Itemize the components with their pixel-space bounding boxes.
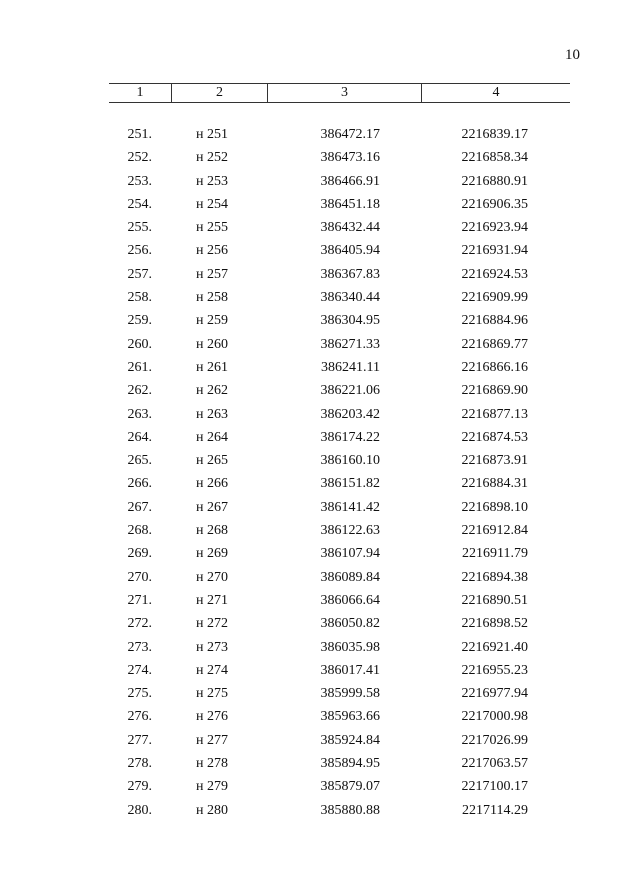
coordinate-y: 2216839.17	[461, 127, 528, 142]
point-index: 263.	[127, 406, 152, 422]
point-index: 277.	[127, 732, 152, 748]
coordinate-y: 2216873.91	[461, 453, 528, 469]
point-index: 261.	[127, 359, 152, 375]
point-index: 276.	[127, 709, 152, 725]
point-label: н 271	[196, 592, 228, 608]
point-index: 269.	[127, 546, 152, 562]
table-row	[0, 333, 640, 356]
table-row	[0, 589, 640, 612]
point-label: н 266	[196, 476, 228, 492]
coordinate-y: 2216894.38	[461, 569, 528, 585]
table-header	[109, 83, 570, 103]
point-label: н 265	[196, 453, 228, 469]
coordinate-x: 386340.44	[320, 290, 380, 306]
coordinate-x: 386089.84	[320, 569, 380, 585]
table-row	[0, 659, 640, 682]
table-row	[0, 775, 640, 798]
point-label: н 260	[196, 336, 228, 352]
coordinate-x: 386466.91	[320, 173, 380, 189]
point-label: н 270	[196, 569, 228, 585]
table-row	[0, 309, 640, 332]
coordinate-x: 386405.94	[320, 243, 380, 259]
table-row	[0, 449, 640, 472]
point-label: н 256	[196, 243, 228, 259]
coordinate-y: 2216890.51	[461, 592, 528, 608]
coordinate-x: 386066.64	[320, 592, 380, 608]
point-label: н 267	[196, 499, 228, 515]
coordinate-x: 385879.07	[320, 779, 380, 795]
coordinate-y: 2216874.53	[461, 429, 528, 445]
coordinate-y: 2217000.98	[461, 709, 528, 725]
point-index: 271.	[127, 592, 152, 608]
point-label: н 261	[196, 359, 228, 375]
point-index: 279.	[127, 779, 152, 795]
coordinate-x: 386304.95	[320, 313, 380, 329]
point-index: 260.	[127, 336, 152, 352]
point-index: 270.	[127, 569, 152, 585]
coordinate-x: 386141.42	[320, 499, 380, 515]
table-row	[0, 752, 640, 775]
coordinate-y: 2216912.84	[461, 523, 528, 539]
coordinate-y: 2217063.57	[461, 756, 528, 772]
table-row	[0, 566, 640, 589]
table-row	[0, 286, 640, 309]
point-label: н 276	[196, 709, 228, 725]
coordinate-y: 2216869.90	[461, 383, 528, 399]
point-index: 251.	[127, 127, 152, 142]
coordinate-y: 2216898.10	[461, 499, 528, 515]
point-label: н 268	[196, 523, 228, 539]
coordinate-y: 2217026.99	[461, 732, 528, 748]
coordinate-y: 2216884.31	[461, 476, 528, 492]
table-row	[0, 496, 640, 519]
point-index: 264.	[127, 429, 152, 445]
point-index: 259.	[127, 313, 152, 329]
coordinate-x: 385894.95	[320, 756, 380, 772]
table-row	[0, 799, 640, 822]
point-label: н 280	[196, 802, 228, 818]
point-label: н 252	[196, 150, 228, 166]
point-label: н 273	[196, 639, 228, 655]
point-label: н 269	[196, 546, 228, 562]
point-label: н 251	[196, 127, 228, 142]
table-row	[0, 263, 640, 286]
coordinate-y: 2216869.77	[461, 336, 528, 352]
point-label: н 264	[196, 429, 228, 445]
coordinate-x: 386473.16	[320, 150, 380, 166]
coordinate-y: 2216877.13	[461, 406, 528, 422]
coordinate-y: 2216977.94	[461, 686, 528, 702]
coordinate-x: 386174.22	[320, 429, 380, 445]
table-row	[0, 123, 640, 146]
table-row	[0, 239, 640, 262]
point-label: н 254	[196, 196, 228, 212]
coordinate-y: 2216898.52	[461, 616, 528, 632]
point-index: 262.	[127, 383, 152, 399]
table-row	[0, 193, 640, 216]
table-row	[0, 636, 640, 659]
coordinate-x: 386241.11	[321, 359, 380, 375]
coordinate-x: 386203.42	[320, 406, 380, 422]
point-index: 273.	[127, 639, 152, 655]
point-index: 254.	[127, 196, 152, 212]
point-label: н 253	[196, 173, 228, 189]
coordinate-y: 2216906.35	[461, 196, 528, 212]
point-label: н 255	[196, 220, 228, 236]
coordinate-y: 2216911.79	[462, 546, 528, 562]
coordinate-x: 386151.82	[320, 476, 380, 492]
point-label: н 275	[196, 686, 228, 702]
header-cell-4: 4	[492, 85, 500, 100]
coordinate-x: 386221.06	[320, 383, 380, 399]
table-row	[0, 682, 640, 705]
table-row	[0, 356, 640, 379]
table-row	[0, 426, 640, 449]
point-index: 255.	[127, 220, 152, 236]
coordinate-x: 386160.10	[320, 453, 380, 469]
table-row	[0, 403, 640, 426]
point-label: н 258	[196, 290, 228, 306]
coordinate-x: 386107.94	[320, 546, 380, 562]
point-index: 267.	[127, 499, 152, 515]
coordinate-y: 2216880.91	[461, 173, 528, 189]
coordinate-y: 2216955.23	[461, 662, 528, 678]
coordinate-x: 385924.84	[320, 732, 380, 748]
coordinate-x: 385999.58	[320, 686, 380, 702]
point-index: 253.	[127, 173, 152, 189]
coordinate-y: 2217100.17	[461, 779, 528, 795]
page-number: 10	[565, 47, 580, 63]
coordinate-y: 2216924.53	[461, 266, 528, 282]
table-row	[0, 146, 640, 169]
coordinate-x: 386035.98	[320, 639, 380, 655]
point-label: н 274	[196, 662, 228, 678]
table-row	[0, 472, 640, 495]
table-row	[0, 216, 640, 239]
coordinate-y: 2216884.96	[461, 313, 528, 329]
point-label: н 278	[196, 756, 228, 772]
coordinate-y: 2216866.16	[461, 359, 528, 375]
point-label: н 272	[196, 616, 228, 632]
point-index: 257.	[127, 266, 152, 282]
header-cell-2: 2	[172, 84, 268, 102]
coordinate-y: 2217114.29	[462, 802, 528, 818]
table-row	[0, 170, 640, 193]
point-index: 265.	[127, 453, 152, 469]
coordinate-x: 386472.17	[320, 127, 380, 142]
table-row	[0, 729, 640, 752]
table-row	[0, 379, 640, 402]
table-row	[0, 705, 640, 728]
coordinate-x: 386017.41	[320, 662, 380, 678]
coordinate-x: 386050.82	[320, 616, 380, 632]
point-label: н 263	[196, 406, 228, 422]
point-index: 252.	[127, 150, 152, 166]
coordinate-x: 386367.83	[320, 266, 380, 282]
point-label: н 279	[196, 779, 228, 795]
table-row	[0, 612, 640, 635]
coordinate-y: 2216909.99	[461, 290, 528, 306]
coordinate-x: 385880.88	[320, 802, 380, 818]
point-label: н 257	[196, 266, 228, 282]
point-index: 272.	[127, 616, 152, 632]
point-label: н 277	[196, 732, 228, 748]
point-index: 256.	[127, 243, 152, 259]
coordinate-x: 386432.44	[320, 220, 380, 236]
point-label: н 259	[196, 313, 228, 329]
coordinate-x: 386451.18	[320, 196, 380, 212]
coordinate-x: 386122.63	[320, 523, 380, 539]
coordinate-y: 2216923.94	[461, 220, 528, 236]
point-index: 268.	[127, 523, 152, 539]
coordinate-x: 386271.33	[320, 336, 380, 352]
point-index: 278.	[127, 756, 152, 772]
coordinate-x: 385963.66	[320, 709, 380, 725]
point-index: 275.	[127, 686, 152, 702]
point-index: 274.	[127, 662, 152, 678]
coordinate-y: 2216931.94	[461, 243, 528, 259]
point-index: 280.	[127, 802, 152, 818]
coordinate-y: 2216921.40	[461, 639, 528, 655]
point-label: н 262	[196, 383, 228, 399]
header-cell-3: 3	[268, 84, 422, 102]
coordinate-y: 2216858.34	[461, 150, 528, 166]
point-index: 258.	[127, 290, 152, 306]
point-index: 266.	[127, 476, 152, 492]
table-row	[0, 542, 640, 565]
table-body	[0, 123, 640, 822]
header-cell-1: 1	[109, 84, 172, 102]
table-row	[0, 519, 640, 542]
